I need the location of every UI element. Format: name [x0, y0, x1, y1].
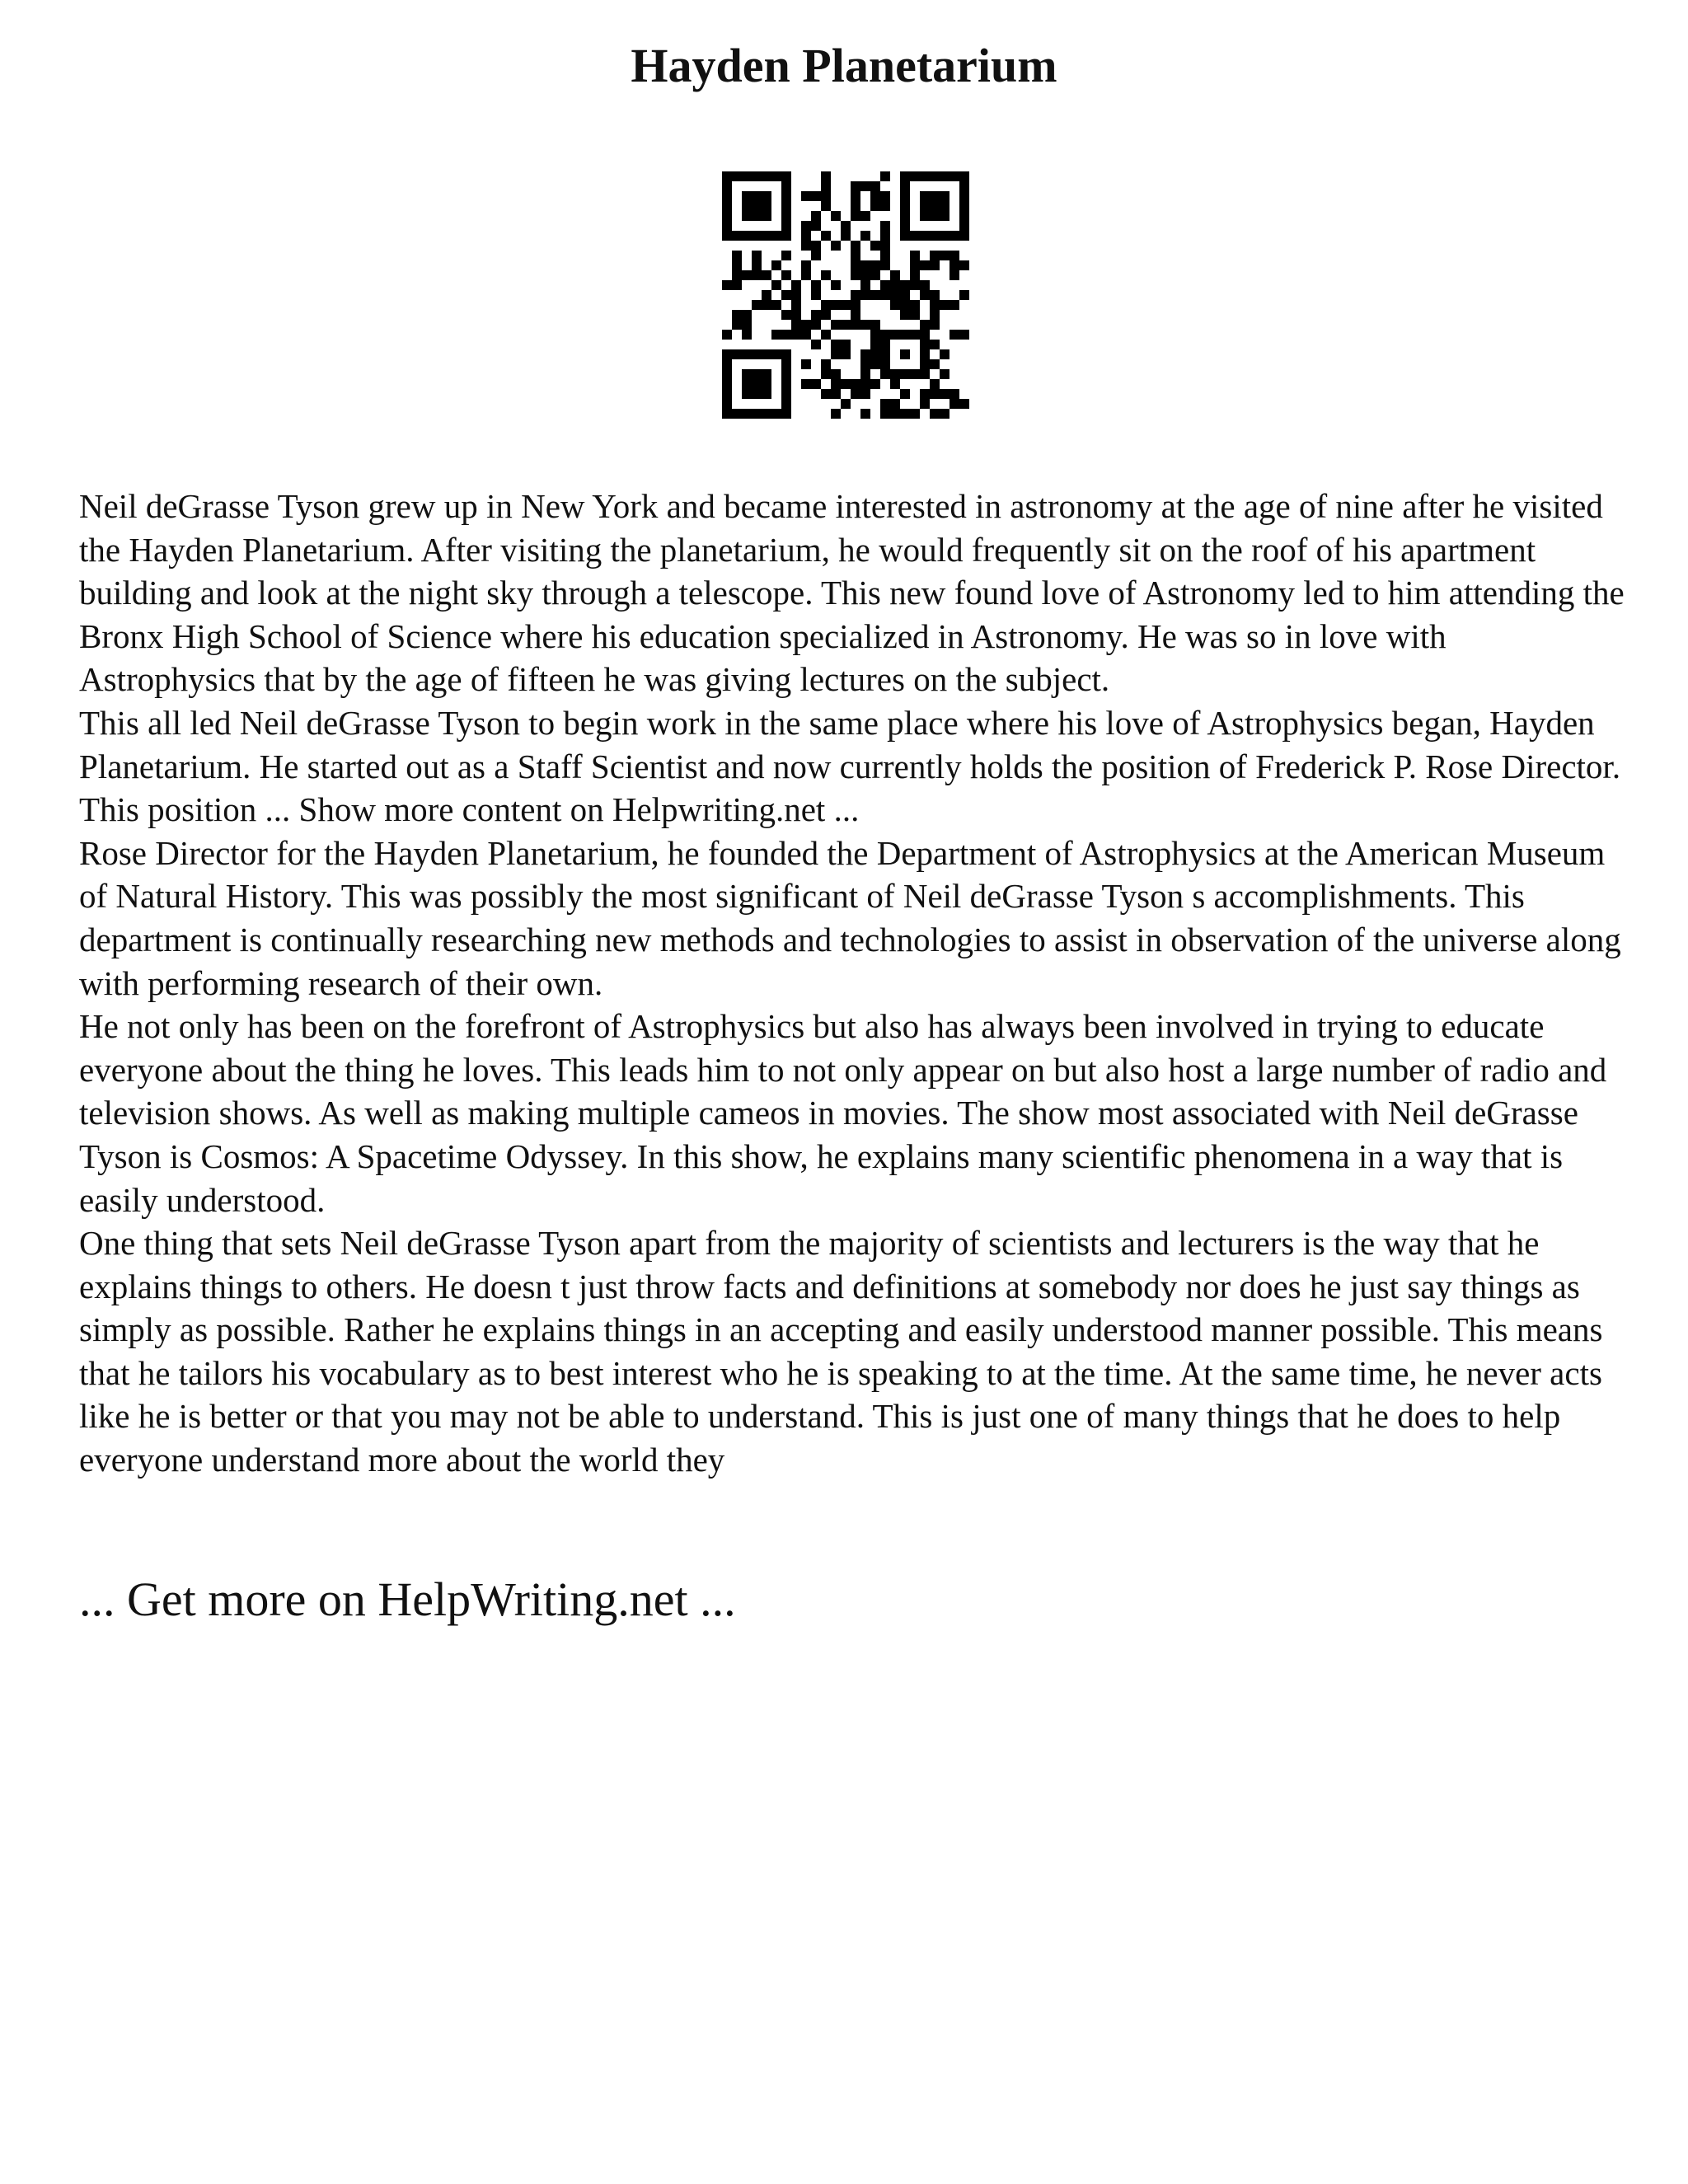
paragraph: He not only has been on the forefront of Astrophysics but also has always been involved in trying to educate everyone about the thing he loves. This leads him to not only appear on but also host a large number of radio and television shows. As well as making multiple cameos in movies. The show most associated with Neil deGrasse Tyson is Cosmos: A Spacetime Odyssey. In this show, he explains many scientific phenomena in a way that is easily understood.: [79, 1007, 1607, 1219]
paragraph: Neil deGrasse Tyson grew up in New York and became interested in astronomy at the age of nine after he visited the Hayden Planetarium. After visiting the planetarium, he would frequently sit on the roof of his apartment building and look at the night sky through a telescope. This new found love of Astronomy led to him attending the Bronx High School of Science where his education specialized in Astronomy. He was so in love with Astrophysics that by the age of fifteen he was giving lectures on the subject.: [79, 487, 1625, 699]
paragraph: Rose Director for the Hayden Planetarium, he founded the Department of Astrophysics at the American Museum of Natural History. This was possibly the most significant of Neil deGrasse Tyson s accomplishments. This department is continually researching new methods and technologies to assist in observation of the universe along with performing research of their own.: [79, 833, 1621, 1002]
get-more-link[interactable]: ... Get more on HelpWriting.net ...: [79, 1572, 736, 1626]
qr-code-icon[interactable]: [722, 171, 969, 419]
page-title: Hayden Planetarium: [631, 39, 1057, 92]
paragraph: This all led Neil deGrasse Tyson to begin work in the same place where his love of Astrophysics began, Hayden Planetarium. He started out as a Staff Scientist and now currently holds the position of Frederick P. Rose Director. This position ... Show more content on Helpwriting.net ...: [79, 703, 1621, 829]
article-body: [79, 485, 1629, 1482]
paragraph: One thing that sets Neil deGrasse Tyson apart from the majority of scientists and lecturers is the way that he explains things to others. He doesn t just throw facts and definitions at somebody nor does he just say things as simply as possible. Rather he explains things in an accepting and easily understood manner possible. This means that he tailors his vocabulary as to best interest who he is speaking to at the time. At the same time, he never acts like he is better or that you may not be able to understand. This is just one of many things that he does to help everyone understand more about the world they: [79, 1224, 1603, 1479]
